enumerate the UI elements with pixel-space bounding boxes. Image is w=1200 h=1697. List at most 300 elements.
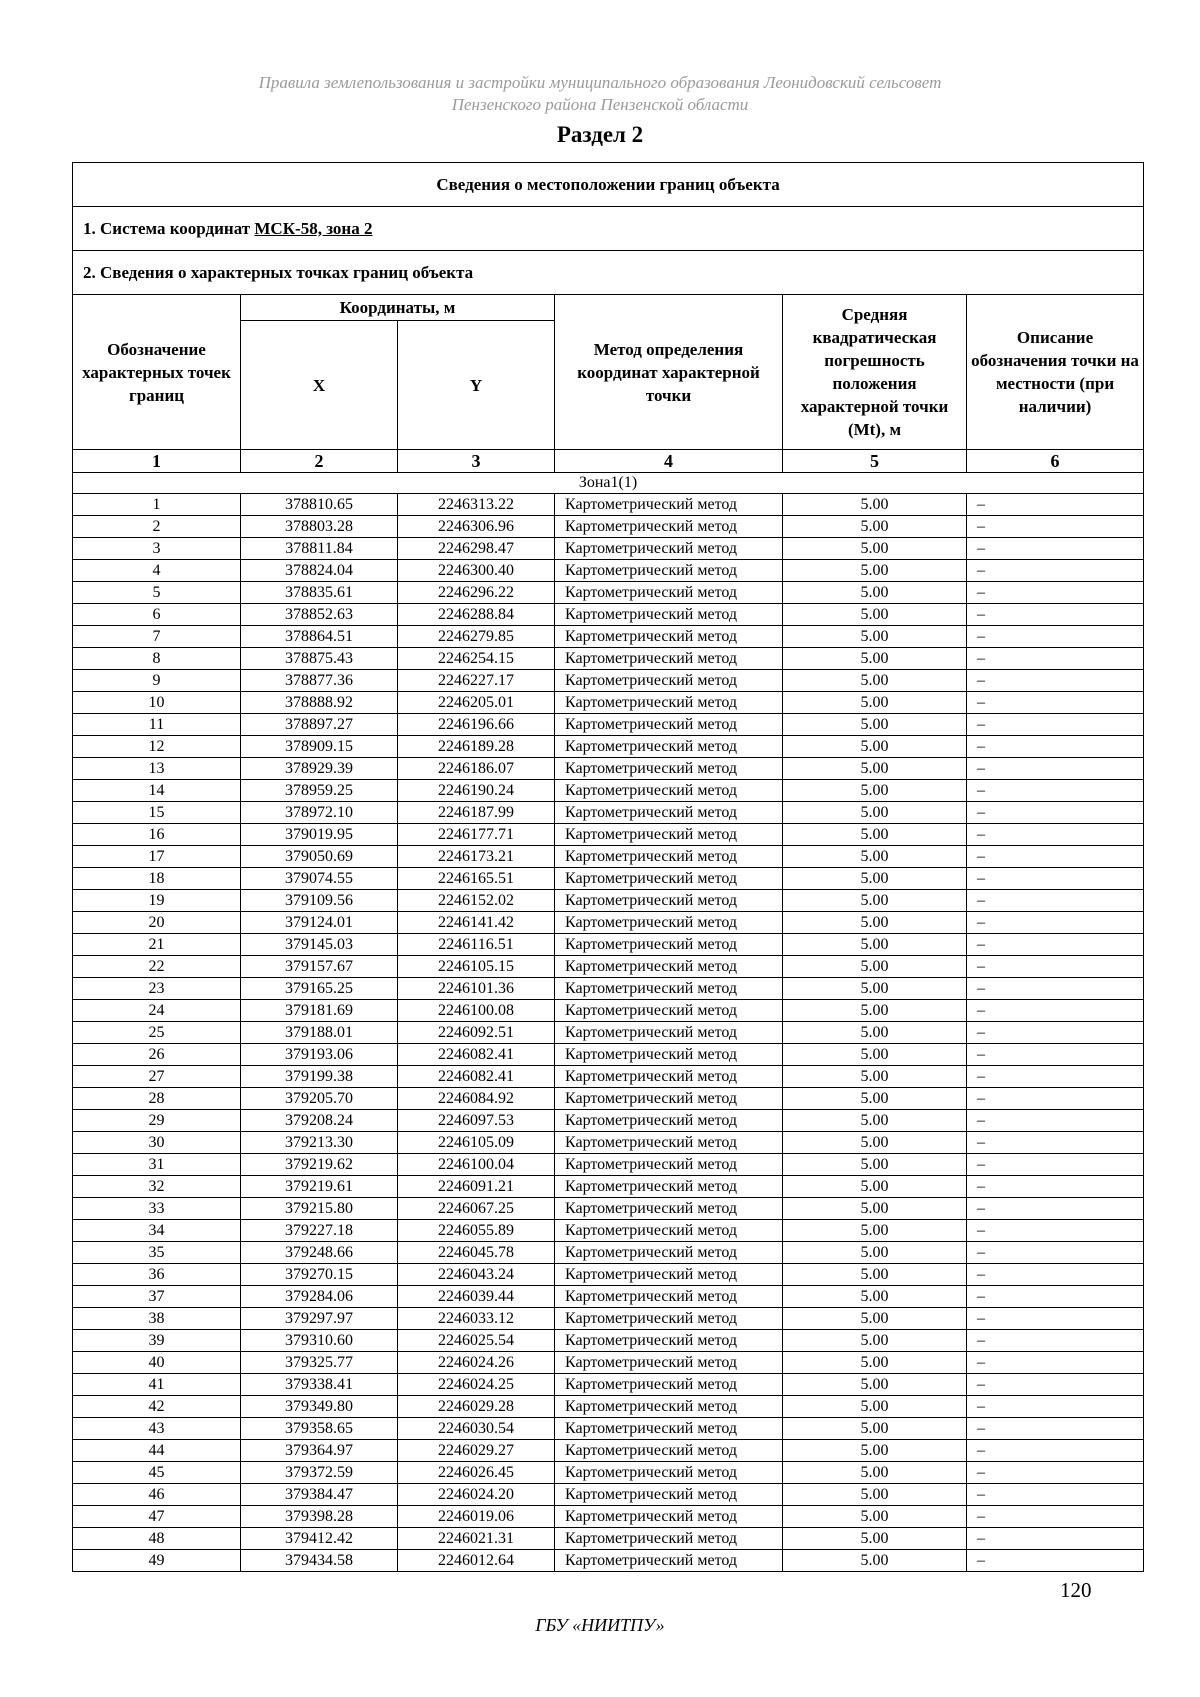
description-cell: –: [967, 802, 1144, 824]
point-number-cell: 44: [73, 1440, 241, 1462]
point-number-cell: 18: [73, 868, 241, 890]
method-cell: Картометрический метод: [555, 670, 783, 692]
col-header-coordinates: Координаты, м: [241, 295, 555, 321]
running-header: [0, 72, 1200, 116]
table-row: [73, 1396, 1144, 1418]
method-cell: Картометрический метод: [555, 934, 783, 956]
description-cell: –: [967, 934, 1144, 956]
error-value-cell: 5.00: [783, 1440, 967, 1462]
error-value-cell: 5.00: [783, 934, 967, 956]
description-cell: –: [967, 758, 1144, 780]
x-coordinate-cell: 379074.55: [241, 868, 398, 890]
description-cell: –: [967, 1550, 1144, 1572]
error-value-cell: 5.00: [783, 1352, 967, 1374]
x-coordinate-cell: 379199.38: [241, 1066, 398, 1088]
point-number-cell: 19: [73, 890, 241, 912]
table-row: [73, 736, 1144, 758]
table-row: [73, 1220, 1144, 1242]
point-number-cell: 30: [73, 1132, 241, 1154]
method-cell: Картометрический метод: [555, 736, 783, 758]
x-coordinate-cell: 379124.01: [241, 912, 398, 934]
method-cell: Картометрический метод: [555, 824, 783, 846]
error-value-cell: 5.00: [783, 1418, 967, 1440]
table-row: [73, 868, 1144, 890]
description-cell: –: [967, 538, 1144, 560]
y-coordinate-cell: 2246100.08: [398, 1000, 555, 1022]
description-cell: –: [967, 978, 1144, 1000]
error-value-cell: 5.00: [783, 1264, 967, 1286]
x-coordinate-cell: 378864.51: [241, 626, 398, 648]
table-row: [73, 1242, 1144, 1264]
method-cell: Картометрический метод: [555, 1528, 783, 1550]
y-coordinate-cell: 2246141.42: [398, 912, 555, 934]
y-coordinate-cell: 2246279.85: [398, 626, 555, 648]
y-coordinate-cell: 2246288.84: [398, 604, 555, 626]
description-cell: –: [967, 1286, 1144, 1308]
description-cell: –: [967, 1352, 1144, 1374]
error-value-cell: 5.00: [783, 1374, 967, 1396]
y-coordinate-cell: 2246024.20: [398, 1484, 555, 1506]
table-row: [73, 582, 1144, 604]
y-coordinate-cell: 2246021.31: [398, 1528, 555, 1550]
y-coordinate-cell: 2246196.66: [398, 714, 555, 736]
x-coordinate-cell: 379434.58: [241, 1550, 398, 1572]
method-cell: Картометрический метод: [555, 1022, 783, 1044]
point-number-cell: 4: [73, 560, 241, 582]
point-number-cell: 16: [73, 824, 241, 846]
point-number-cell: 41: [73, 1374, 241, 1396]
description-cell: –: [967, 1396, 1144, 1418]
error-value-cell: 5.00: [783, 824, 967, 846]
y-coordinate-cell: 2246045.78: [398, 1242, 555, 1264]
description-cell: –: [967, 1242, 1144, 1264]
x-coordinate-cell: 379227.18: [241, 1220, 398, 1242]
description-cell: –: [967, 516, 1144, 538]
error-value-cell: 5.00: [783, 846, 967, 868]
x-coordinate-cell: 379157.67: [241, 956, 398, 978]
x-coordinate-cell: 379358.65: [241, 1418, 398, 1440]
x-coordinate-cell: 379019.95: [241, 824, 398, 846]
method-cell: Картометрический метод: [555, 1308, 783, 1330]
y-coordinate-cell: 2246029.28: [398, 1396, 555, 1418]
description-cell: –: [967, 648, 1144, 670]
description-cell: –: [967, 1418, 1144, 1440]
table-row: [73, 846, 1144, 868]
method-cell: Картометрический метод: [555, 648, 783, 670]
description-cell: –: [967, 890, 1144, 912]
boundary-points-table: [72, 162, 1144, 1572]
y-coordinate-cell: 2246091.21: [398, 1176, 555, 1198]
description-cell: –: [967, 1110, 1144, 1132]
x-coordinate-cell: 379219.61: [241, 1176, 398, 1198]
x-coordinate-cell: 379145.03: [241, 934, 398, 956]
x-coordinate-cell: 378909.15: [241, 736, 398, 758]
error-value-cell: 5.00: [783, 802, 967, 824]
points-heading-row: [73, 251, 1144, 295]
method-cell: Картометрический метод: [555, 1440, 783, 1462]
method-cell: Картометрический метод: [555, 538, 783, 560]
y-coordinate-cell: 2246101.36: [398, 978, 555, 1000]
point-number-cell: 40: [73, 1352, 241, 1374]
description-cell: –: [967, 692, 1144, 714]
table-row: [73, 824, 1144, 846]
error-value-cell: 5.00: [783, 626, 967, 648]
error-value-cell: 5.00: [783, 1242, 967, 1264]
error-value-cell: 5.00: [783, 1550, 967, 1572]
zone-row: [73, 473, 1144, 494]
description-cell: –: [967, 1484, 1144, 1506]
method-cell: Картометрический метод: [555, 1418, 783, 1440]
coord-system-label: 1. Система координат: [83, 218, 255, 238]
table-row: [73, 670, 1144, 692]
method-cell: Картометрический метод: [555, 1264, 783, 1286]
method-cell: Картометрический метод: [555, 516, 783, 538]
table-row: [73, 1374, 1144, 1396]
point-number-cell: 1: [73, 494, 241, 516]
x-coordinate-cell: 378824.04: [241, 560, 398, 582]
point-number-cell: 10: [73, 692, 241, 714]
y-coordinate-cell: 2246043.24: [398, 1264, 555, 1286]
description-cell: –: [967, 604, 1144, 626]
x-coordinate-cell: 379364.97: [241, 1440, 398, 1462]
description-cell: –: [967, 1066, 1144, 1088]
table-row: [73, 934, 1144, 956]
point-number-cell: 43: [73, 1418, 241, 1440]
y-coordinate-cell: 2246055.89: [398, 1220, 555, 1242]
y-coordinate-cell: 2246105.15: [398, 956, 555, 978]
method-cell: Картометрический метод: [555, 1484, 783, 1506]
x-coordinate-cell: 378929.39: [241, 758, 398, 780]
error-value-cell: 5.00: [783, 692, 967, 714]
description-cell: –: [967, 1330, 1144, 1352]
error-value-cell: 5.00: [783, 1022, 967, 1044]
point-number-cell: 35: [73, 1242, 241, 1264]
x-coordinate-cell: 378852.63: [241, 604, 398, 626]
point-number-cell: 39: [73, 1330, 241, 1352]
description-cell: –: [967, 868, 1144, 890]
error-value-cell: 5.00: [783, 1220, 967, 1242]
x-coordinate-cell: 378959.25: [241, 780, 398, 802]
point-number-cell: 33: [73, 1198, 241, 1220]
col-header-designation: Обозначение характерных точек границ: [73, 295, 241, 450]
y-coordinate-cell: 2246187.99: [398, 802, 555, 824]
description-cell: –: [967, 714, 1144, 736]
table-row: [73, 802, 1144, 824]
point-number-cell: 36: [73, 1264, 241, 1286]
point-number-cell: 12: [73, 736, 241, 758]
description-cell: –: [967, 956, 1144, 978]
point-number-cell: 22: [73, 956, 241, 978]
table-row: [73, 516, 1144, 538]
x-coordinate-cell: 379219.62: [241, 1154, 398, 1176]
column-numbers-row: [73, 450, 1144, 473]
method-cell: Картометрический метод: [555, 1000, 783, 1022]
description-cell: –: [967, 1176, 1144, 1198]
method-cell: Картометрический метод: [555, 758, 783, 780]
column-number: 5: [783, 450, 967, 473]
method-cell: Картометрический метод: [555, 846, 783, 868]
error-value-cell: 5.00: [783, 604, 967, 626]
y-coordinate-cell: 2246019.06: [398, 1506, 555, 1528]
y-coordinate-cell: 2246025.54: [398, 1330, 555, 1352]
method-cell: Картометрический метод: [555, 560, 783, 582]
method-cell: Картометрический метод: [555, 1198, 783, 1220]
x-coordinate-cell: 379412.42: [241, 1528, 398, 1550]
error-value-cell: 5.00: [783, 1286, 967, 1308]
error-value-cell: 5.00: [783, 1044, 967, 1066]
x-coordinate-cell: 379050.69: [241, 846, 398, 868]
column-number: 3: [398, 450, 555, 473]
y-coordinate-cell: 2246026.45: [398, 1462, 555, 1484]
x-coordinate-cell: 379181.69: [241, 1000, 398, 1022]
running-header-line-2: Пензенского района Пензенской области: [451, 95, 749, 114]
page-number: 120: [1060, 1578, 1092, 1602]
point-number-cell: 34: [73, 1220, 241, 1242]
point-number-cell: 25: [73, 1022, 241, 1044]
description-cell: –: [967, 780, 1144, 802]
y-coordinate-cell: 2246024.26: [398, 1352, 555, 1374]
point-number-cell: 37: [73, 1286, 241, 1308]
x-coordinate-cell: 378835.61: [241, 582, 398, 604]
point-number-cell: 31: [73, 1154, 241, 1176]
footer-organization: ГБУ «НИИТПУ»: [535, 1615, 665, 1635]
running-header-line-1: Правила землепользования и застройки муниципального образования Леонидовский сельсовет: [258, 73, 942, 92]
point-number-cell: 5: [73, 582, 241, 604]
point-number-cell: 21: [73, 934, 241, 956]
y-coordinate-cell: 2246097.53: [398, 1110, 555, 1132]
table-row: [73, 1110, 1144, 1132]
error-value-cell: 5.00: [783, 560, 967, 582]
col-header-method: Метод определения координат характерной точки: [555, 295, 783, 450]
coord-system-value: МСК-58, зона 2: [254, 218, 373, 238]
error-value-cell: 5.00: [783, 494, 967, 516]
y-coordinate-cell: 2246189.28: [398, 736, 555, 758]
coord-system-row: [73, 207, 1144, 251]
x-coordinate-cell: 379215.80: [241, 1198, 398, 1220]
description-cell: –: [967, 1220, 1144, 1242]
error-value-cell: 5.00: [783, 1132, 967, 1154]
error-value-cell: 5.00: [783, 670, 967, 692]
table-row: [73, 758, 1144, 780]
y-coordinate-cell: 2246254.15: [398, 648, 555, 670]
error-value-cell: 5.00: [783, 1506, 967, 1528]
table-row: [73, 1000, 1144, 1022]
table-row: [73, 1264, 1144, 1286]
table-row: [73, 494, 1144, 516]
x-coordinate-cell: 378972.10: [241, 802, 398, 824]
description-cell: –: [967, 1506, 1144, 1528]
point-number-cell: 32: [73, 1176, 241, 1198]
table-row: [73, 1066, 1144, 1088]
x-coordinate-cell: 379325.77: [241, 1352, 398, 1374]
table-row: [73, 978, 1144, 1000]
table-row: [73, 538, 1144, 560]
method-cell: Картометрический метод: [555, 1374, 783, 1396]
method-cell: Картометрический метод: [555, 692, 783, 714]
y-coordinate-cell: 2246012.64: [398, 1550, 555, 1572]
point-number-cell: 47: [73, 1506, 241, 1528]
col-header-error: Средняя квадратическая погрешность положения характерной точки (Mt), м: [783, 295, 967, 450]
description-cell: –: [967, 1440, 1144, 1462]
x-coordinate-cell: 379384.47: [241, 1484, 398, 1506]
description-cell: –: [967, 1462, 1144, 1484]
header-row-1: [73, 295, 1144, 321]
y-coordinate-cell: 2246039.44: [398, 1286, 555, 1308]
description-cell: –: [967, 1528, 1144, 1550]
table-row: [73, 1550, 1144, 1572]
zone-label: Зона1(1): [73, 473, 1144, 494]
error-value-cell: 5.00: [783, 1330, 967, 1352]
point-number-cell: 49: [73, 1550, 241, 1572]
error-value-cell: 5.00: [783, 516, 967, 538]
table-row: [73, 1418, 1144, 1440]
error-value-cell: 5.00: [783, 714, 967, 736]
point-number-cell: 7: [73, 626, 241, 648]
error-value-cell: 5.00: [783, 1066, 967, 1088]
y-coordinate-cell: 2246067.25: [398, 1198, 555, 1220]
point-number-cell: 42: [73, 1396, 241, 1418]
error-value-cell: 5.00: [783, 912, 967, 934]
x-coordinate-cell: 379205.70: [241, 1088, 398, 1110]
error-value-cell: 5.00: [783, 1154, 967, 1176]
table-row: [73, 1154, 1144, 1176]
error-value-cell: 5.00: [783, 978, 967, 1000]
point-number-cell: 38: [73, 1308, 241, 1330]
y-coordinate-cell: 2246024.25: [398, 1374, 555, 1396]
y-coordinate-cell: 2246029.27: [398, 1440, 555, 1462]
x-coordinate-cell: 379213.30: [241, 1132, 398, 1154]
y-coordinate-cell: 2246105.09: [398, 1132, 555, 1154]
method-cell: Картометрический метод: [555, 714, 783, 736]
error-value-cell: 5.00: [783, 1308, 967, 1330]
description-cell: –: [967, 912, 1144, 934]
error-value-cell: 5.00: [783, 1462, 967, 1484]
error-value-cell: 5.00: [783, 956, 967, 978]
x-coordinate-cell: 379248.66: [241, 1242, 398, 1264]
table-row: [73, 1352, 1144, 1374]
point-number-cell: 24: [73, 1000, 241, 1022]
method-cell: Картометрический метод: [555, 912, 783, 934]
y-coordinate-cell: 2246173.21: [398, 846, 555, 868]
y-coordinate-cell: 2246177.71: [398, 824, 555, 846]
method-cell: Картометрический метод: [555, 494, 783, 516]
description-cell: –: [967, 736, 1144, 758]
x-coordinate-cell: 378810.65: [241, 494, 398, 516]
table-row: [73, 560, 1144, 582]
y-coordinate-cell: 2246092.51: [398, 1022, 555, 1044]
table-row: [73, 890, 1144, 912]
error-value-cell: 5.00: [783, 538, 967, 560]
point-number-cell: 15: [73, 802, 241, 824]
point-number-cell: 48: [73, 1528, 241, 1550]
method-cell: Картометрический метод: [555, 1220, 783, 1242]
column-number: 1: [73, 450, 241, 473]
x-coordinate-cell: 379193.06: [241, 1044, 398, 1066]
x-coordinate-cell: 379338.41: [241, 1374, 398, 1396]
col-header-x: X: [241, 321, 398, 450]
x-coordinate-cell: 379270.15: [241, 1264, 398, 1286]
table-row: [73, 648, 1144, 670]
description-cell: –: [967, 1308, 1144, 1330]
table-row: [73, 604, 1144, 626]
table-row: [73, 714, 1144, 736]
points-heading: 2. Сведения о характерных точках границ объекта: [73, 251, 1144, 295]
description-cell: –: [967, 1022, 1144, 1044]
y-coordinate-cell: 2246296.22: [398, 582, 555, 604]
table-caption: Сведения о местоположении границ объекта: [73, 163, 1144, 207]
y-coordinate-cell: 2246227.17: [398, 670, 555, 692]
x-coordinate-cell: 378888.92: [241, 692, 398, 714]
x-coordinate-cell: 378897.27: [241, 714, 398, 736]
error-value-cell: 5.00: [783, 868, 967, 890]
x-coordinate-cell: 379208.24: [241, 1110, 398, 1132]
y-coordinate-cell: 2246152.02: [398, 890, 555, 912]
method-cell: Картометрический метод: [555, 1550, 783, 1572]
y-coordinate-cell: 2246306.96: [398, 516, 555, 538]
table-row: [73, 1484, 1144, 1506]
point-number-cell: 45: [73, 1462, 241, 1484]
method-cell: Картометрический метод: [555, 1352, 783, 1374]
table-row: [73, 1176, 1144, 1198]
error-value-cell: 5.00: [783, 582, 967, 604]
error-value-cell: 5.00: [783, 1088, 967, 1110]
table-row: [73, 692, 1144, 714]
description-cell: –: [967, 1132, 1144, 1154]
table-row: [73, 780, 1144, 802]
description-cell: –: [967, 1000, 1144, 1022]
description-cell: –: [967, 1374, 1144, 1396]
x-coordinate-cell: 379310.60: [241, 1330, 398, 1352]
point-number-cell: 17: [73, 846, 241, 868]
description-cell: –: [967, 846, 1144, 868]
method-cell: Картометрический метод: [555, 1462, 783, 1484]
x-coordinate-cell: 379297.97: [241, 1308, 398, 1330]
description-cell: –: [967, 1044, 1144, 1066]
y-coordinate-cell: 2246298.47: [398, 538, 555, 560]
point-number-cell: 9: [73, 670, 241, 692]
method-cell: Картометрический метод: [555, 1066, 783, 1088]
description-cell: –: [967, 824, 1144, 846]
table-row: [73, 1440, 1144, 1462]
x-coordinate-cell: 379372.59: [241, 1462, 398, 1484]
table-row: [73, 1330, 1144, 1352]
table-row: [73, 956, 1144, 978]
point-number-cell: 27: [73, 1066, 241, 1088]
method-cell: Картометрический метод: [555, 780, 783, 802]
coord-system-cell: [73, 207, 1144, 251]
description-cell: –: [967, 1088, 1144, 1110]
point-number-cell: 13: [73, 758, 241, 780]
error-value-cell: 5.00: [783, 890, 967, 912]
description-cell: –: [967, 582, 1144, 604]
method-cell: Картометрический метод: [555, 582, 783, 604]
method-cell: Картометрический метод: [555, 604, 783, 626]
error-value-cell: 5.00: [783, 1110, 967, 1132]
method-cell: Картометрический метод: [555, 890, 783, 912]
y-coordinate-cell: 2246165.51: [398, 868, 555, 890]
description-cell: –: [967, 560, 1144, 582]
method-cell: Картометрический метод: [555, 868, 783, 890]
method-cell: Картометрический метод: [555, 1110, 783, 1132]
section-title: Раздел 2: [556, 122, 644, 147]
y-coordinate-cell: 2246116.51: [398, 934, 555, 956]
table-row: [73, 1198, 1144, 1220]
column-number: 2: [241, 450, 398, 473]
error-value-cell: 5.00: [783, 1198, 967, 1220]
error-value-cell: 5.00: [783, 780, 967, 802]
table-row: [73, 626, 1144, 648]
x-coordinate-cell: 379165.25: [241, 978, 398, 1000]
